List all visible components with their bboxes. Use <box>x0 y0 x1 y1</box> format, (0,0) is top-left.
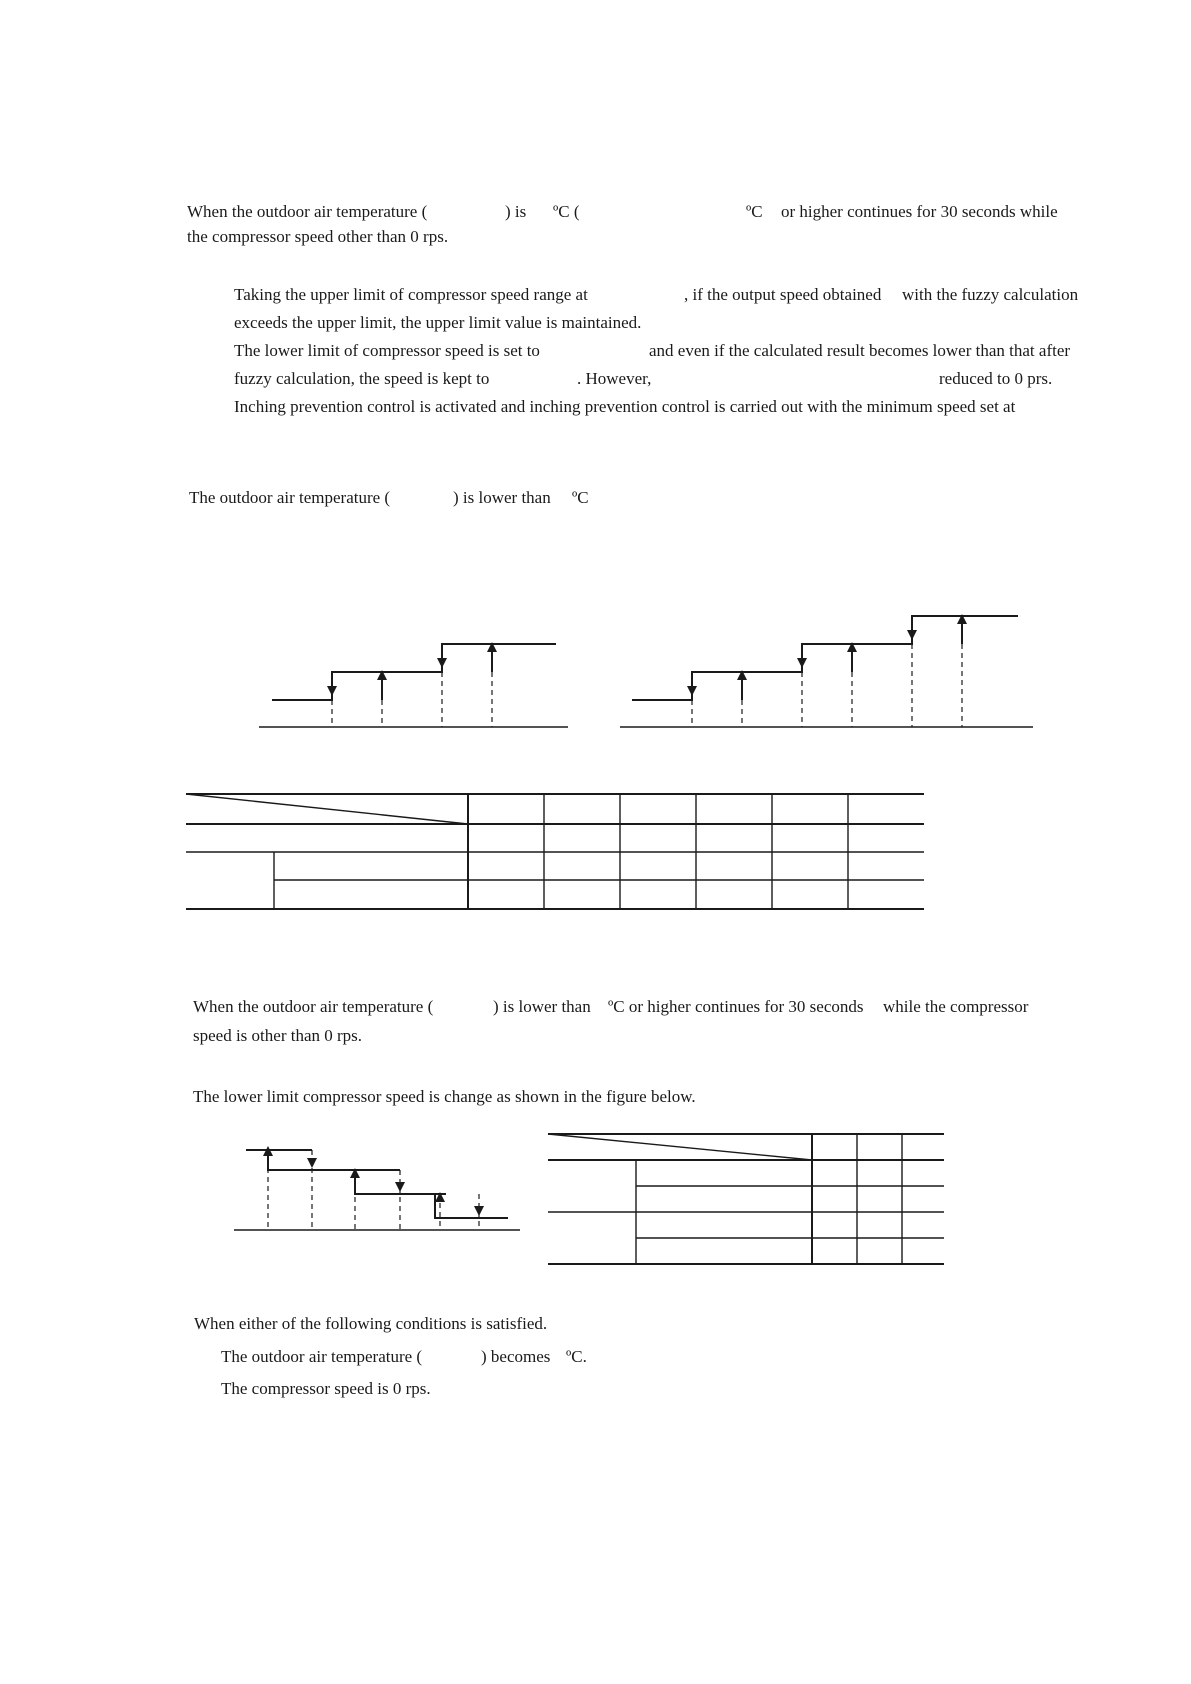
down-arrow-3 <box>907 630 917 640</box>
step-diagram-right <box>620 600 1040 740</box>
s1-control3: Inching prevention control is activated and inching prevention control is carried out with the minimum speed set at <box>234 397 1016 416</box>
down-arrow-2 <box>437 658 447 668</box>
down-arrow-1 <box>687 686 697 696</box>
s1-control2-line2-b: . However, <box>577 369 652 388</box>
s3-condition-a: When the outdoor air temperature ( <box>193 997 434 1016</box>
table-header-diagonal <box>548 1134 812 1160</box>
s2-condition-c: ºC <box>572 488 589 507</box>
down-arrow-2 <box>797 658 807 668</box>
speed-table-1 <box>186 792 926 912</box>
s1-control2-a: The lower limit of compressor speed is set to <box>234 341 540 360</box>
step-line-2 <box>332 644 492 672</box>
s2-condition-b: ) is lower than <box>453 488 551 507</box>
s1-condition-text-e: or higher continues for 30 seconds while <box>781 202 1058 221</box>
step-down-diagram <box>230 1136 530 1236</box>
s3-condition-d: while the compressor <box>883 997 1029 1016</box>
s1-control2-line2-a: fuzzy calculation, the speed is kept to <box>234 369 490 388</box>
s4-item2: The compressor speed is 0 rps. <box>221 1379 431 1398</box>
step-line-4 <box>435 1194 508 1218</box>
s1-condition-line2: the compressor speed other than 0 rps. <box>187 227 449 246</box>
step-line-2 <box>268 1150 400 1170</box>
s1-condition-text-c: ºC ( <box>553 202 580 221</box>
s1-condition-text-d: ºC <box>746 202 763 221</box>
s4-item1-a: The outdoor air temperature ( <box>221 1347 423 1366</box>
s4-item1-c: ºC. <box>566 1347 587 1366</box>
step-line-2 <box>692 644 852 672</box>
s1-control1-c: with the fuzzy calculation <box>902 285 1079 304</box>
step-line-3 <box>802 616 962 644</box>
s3-control-text: The lower limit compressor speed is change as shown in the figure below. <box>193 1087 696 1106</box>
down-arrow-1 <box>327 686 337 696</box>
s1-control1-a: Taking the upper limit of compressor speed range at <box>234 285 588 304</box>
s1-condition-text-b: ) is <box>505 202 527 221</box>
s1-control2-b: and even if the calculated result becomes lower than that after <box>649 341 1071 360</box>
s4-item1-b: ) becomes <box>481 1347 551 1366</box>
s3-condition-line2: speed is other than 0 rps. <box>193 1026 363 1045</box>
step-diagram-left <box>250 600 570 740</box>
s1-condition-text-a: When the outdoor air temperature ( <box>187 202 428 221</box>
table-header-diagonal <box>186 794 468 824</box>
s3-condition-b: ) is lower than <box>493 997 591 1016</box>
speed-table-2 <box>548 1132 948 1272</box>
s2-condition-a: The outdoor air temperature ( <box>189 488 391 507</box>
s1-control1-b: , if the output speed obtained <box>684 285 882 304</box>
s3-condition-c: ºC or higher continues for 30 seconds <box>608 997 864 1016</box>
s1-control2-line2-c: reduced to 0 prs. <box>939 369 1053 388</box>
s1-control1-line2: exceeds the upper limit, the upper limit value is maintained. <box>234 313 642 332</box>
s4-release-condition: When either of the following conditions is satisfied. <box>194 1314 548 1333</box>
